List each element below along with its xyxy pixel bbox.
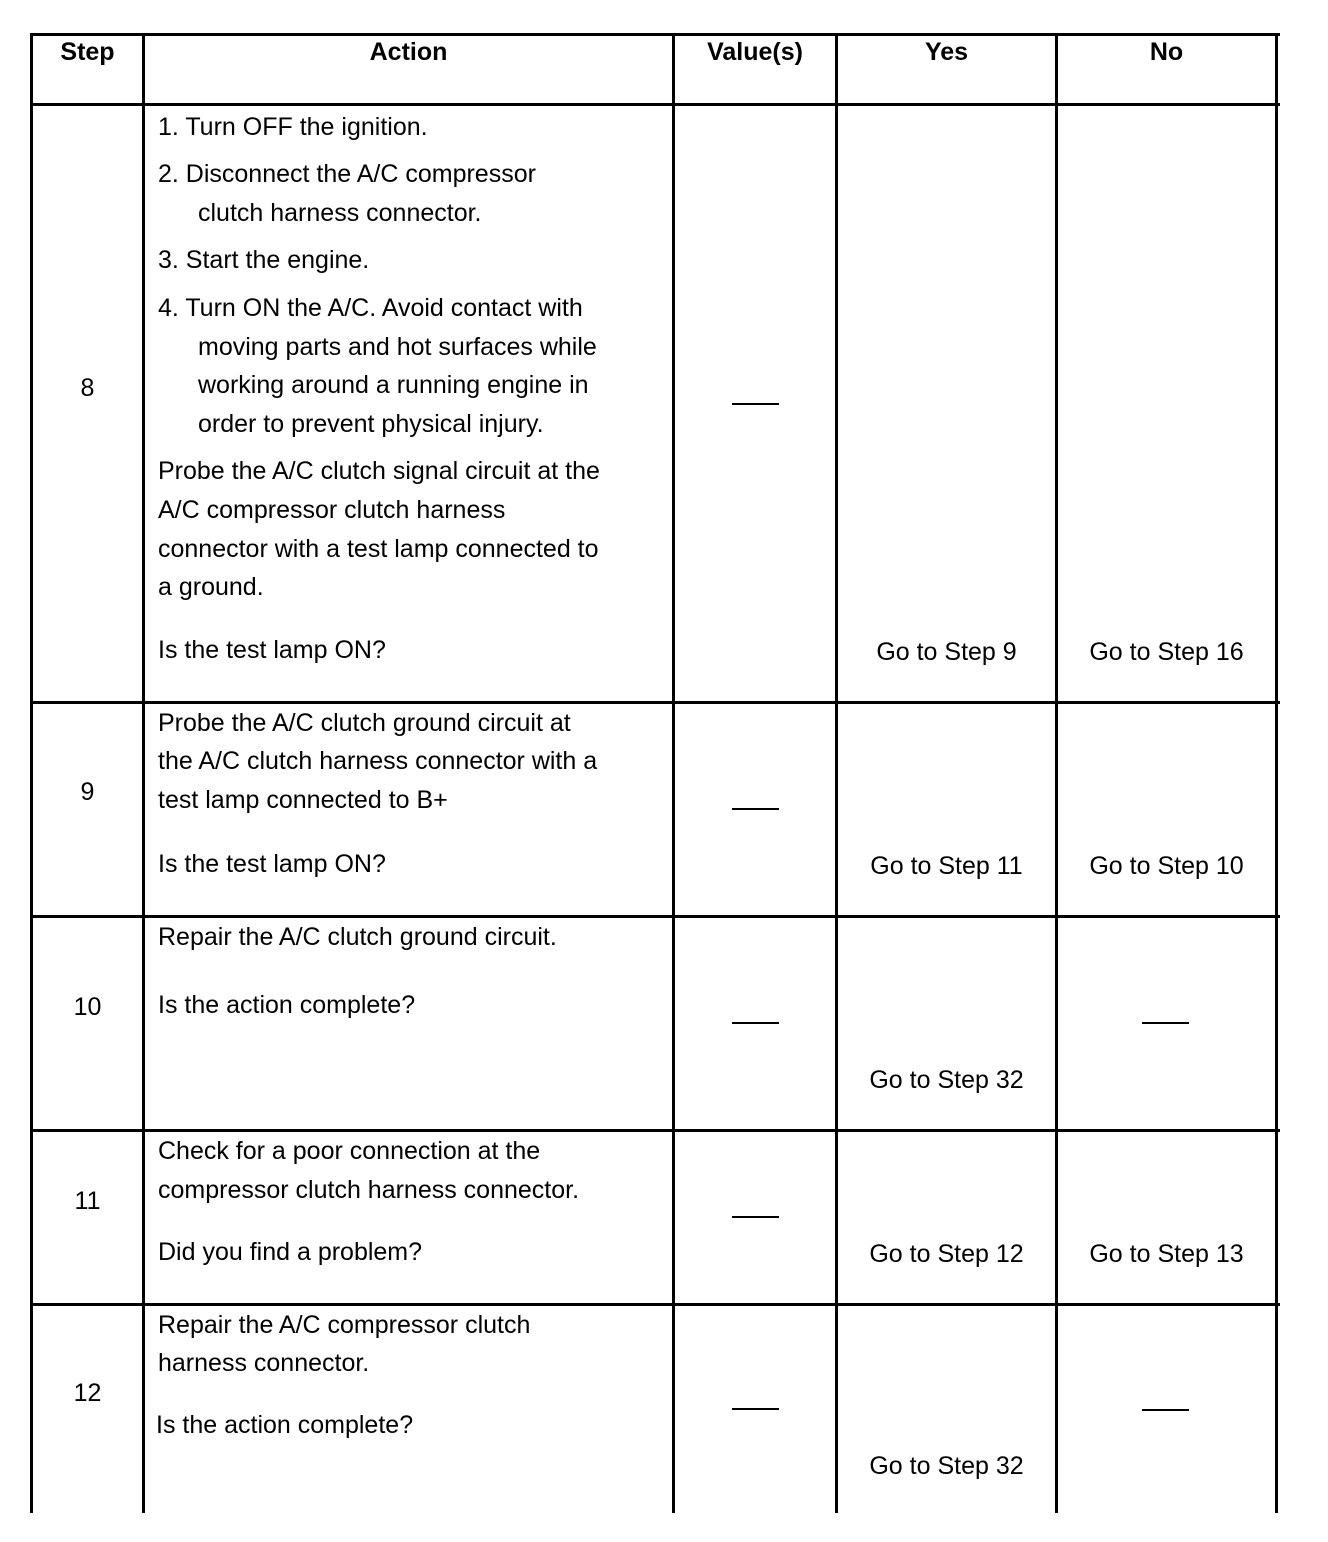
column-border — [142, 33, 145, 1513]
action-instruction: harness connector. — [158, 1349, 370, 1377]
action-question: Is the test lamp ON? — [158, 850, 386, 878]
action-item: 2. Disconnect the A/C compressor — [158, 160, 536, 188]
action-instruction: Probe the A/C clutch signal circuit at the — [158, 457, 600, 485]
action-instruction: a ground. — [158, 573, 264, 601]
action-instruction: A/C compressor clutch harness — [158, 496, 506, 524]
no-empty-dash — [1142, 1409, 1189, 1411]
no-target: Go to Step 16 — [1089, 638, 1244, 666]
header-yes: Yes — [924, 38, 969, 66]
step-number: 8 — [80, 374, 95, 402]
column-border — [1055, 33, 1058, 1513]
step-number: 9 — [80, 778, 95, 806]
action-instruction: Check for a poor connection at the — [158, 1137, 541, 1165]
step-number: 11 — [74, 1187, 101, 1215]
value-empty-dash — [732, 1408, 779, 1410]
action-item: 4. Turn ON the A/C. Avoid contact with — [158, 294, 583, 322]
action-item: working around a running engine in — [198, 371, 589, 399]
header-no: No — [1149, 38, 1184, 66]
action-question: Is the action complete? — [158, 991, 416, 1019]
action-item: moving parts and hot surfaces while — [198, 333, 597, 361]
action-instruction: the A/C clutch harness connector with a — [158, 747, 598, 775]
row-border — [30, 915, 1280, 918]
yes-target: Go to Step 12 — [869, 1240, 1024, 1268]
action-item: 1. Turn OFF the ignition. — [158, 113, 428, 141]
header-row-border — [30, 103, 1280, 106]
header-action: Action — [369, 38, 448, 66]
row-border — [30, 1129, 1280, 1132]
value-empty-dash — [732, 1022, 779, 1024]
action-question: Is the action complete? — [156, 1411, 414, 1439]
column-border — [672, 33, 675, 1513]
value-empty-dash — [732, 1216, 779, 1218]
action-instruction: compressor clutch harness connector. — [158, 1176, 580, 1204]
action-instruction: Probe the A/C clutch ground circuit at — [158, 709, 571, 737]
header-step: Step — [60, 38, 115, 66]
action-item: clutch harness connector. — [198, 199, 482, 227]
action-question: Did you find a problem? — [158, 1238, 423, 1266]
action-item: 3. Start the engine. — [158, 246, 370, 274]
yes-target: Go to Step 32 — [869, 1452, 1024, 1480]
yes-target: Go to Step 32 — [869, 1066, 1024, 1094]
action-instruction: Repair the A/C clutch ground circuit. — [158, 923, 557, 951]
row-border — [30, 701, 1280, 704]
header-values: Value(s) — [707, 38, 803, 66]
no-target: Go to Step 10 — [1089, 852, 1244, 880]
action-instruction: connector with a test lamp connected to — [158, 535, 599, 563]
yes-target: Go to Step 9 — [876, 638, 1017, 666]
value-empty-dash — [732, 808, 779, 810]
value-empty-dash — [732, 403, 779, 405]
no-empty-dash — [1142, 1022, 1189, 1024]
no-target: Go to Step 13 — [1089, 1240, 1244, 1268]
action-instruction: test lamp connected to B+ — [158, 786, 448, 814]
step-number: 12 — [73, 1379, 102, 1407]
action-instruction: Repair the A/C compressor clutch — [158, 1311, 531, 1339]
column-border — [1275, 33, 1278, 1513]
table-top-border — [30, 33, 1280, 36]
action-item: order to prevent physical injury. — [198, 410, 544, 438]
yes-target: Go to Step 11 — [870, 852, 1023, 880]
column-border — [30, 33, 33, 1513]
step-number: 10 — [73, 993, 102, 1021]
column-border — [835, 33, 838, 1513]
row-border — [30, 1303, 1280, 1306]
action-question: Is the test lamp ON? — [158, 636, 386, 664]
